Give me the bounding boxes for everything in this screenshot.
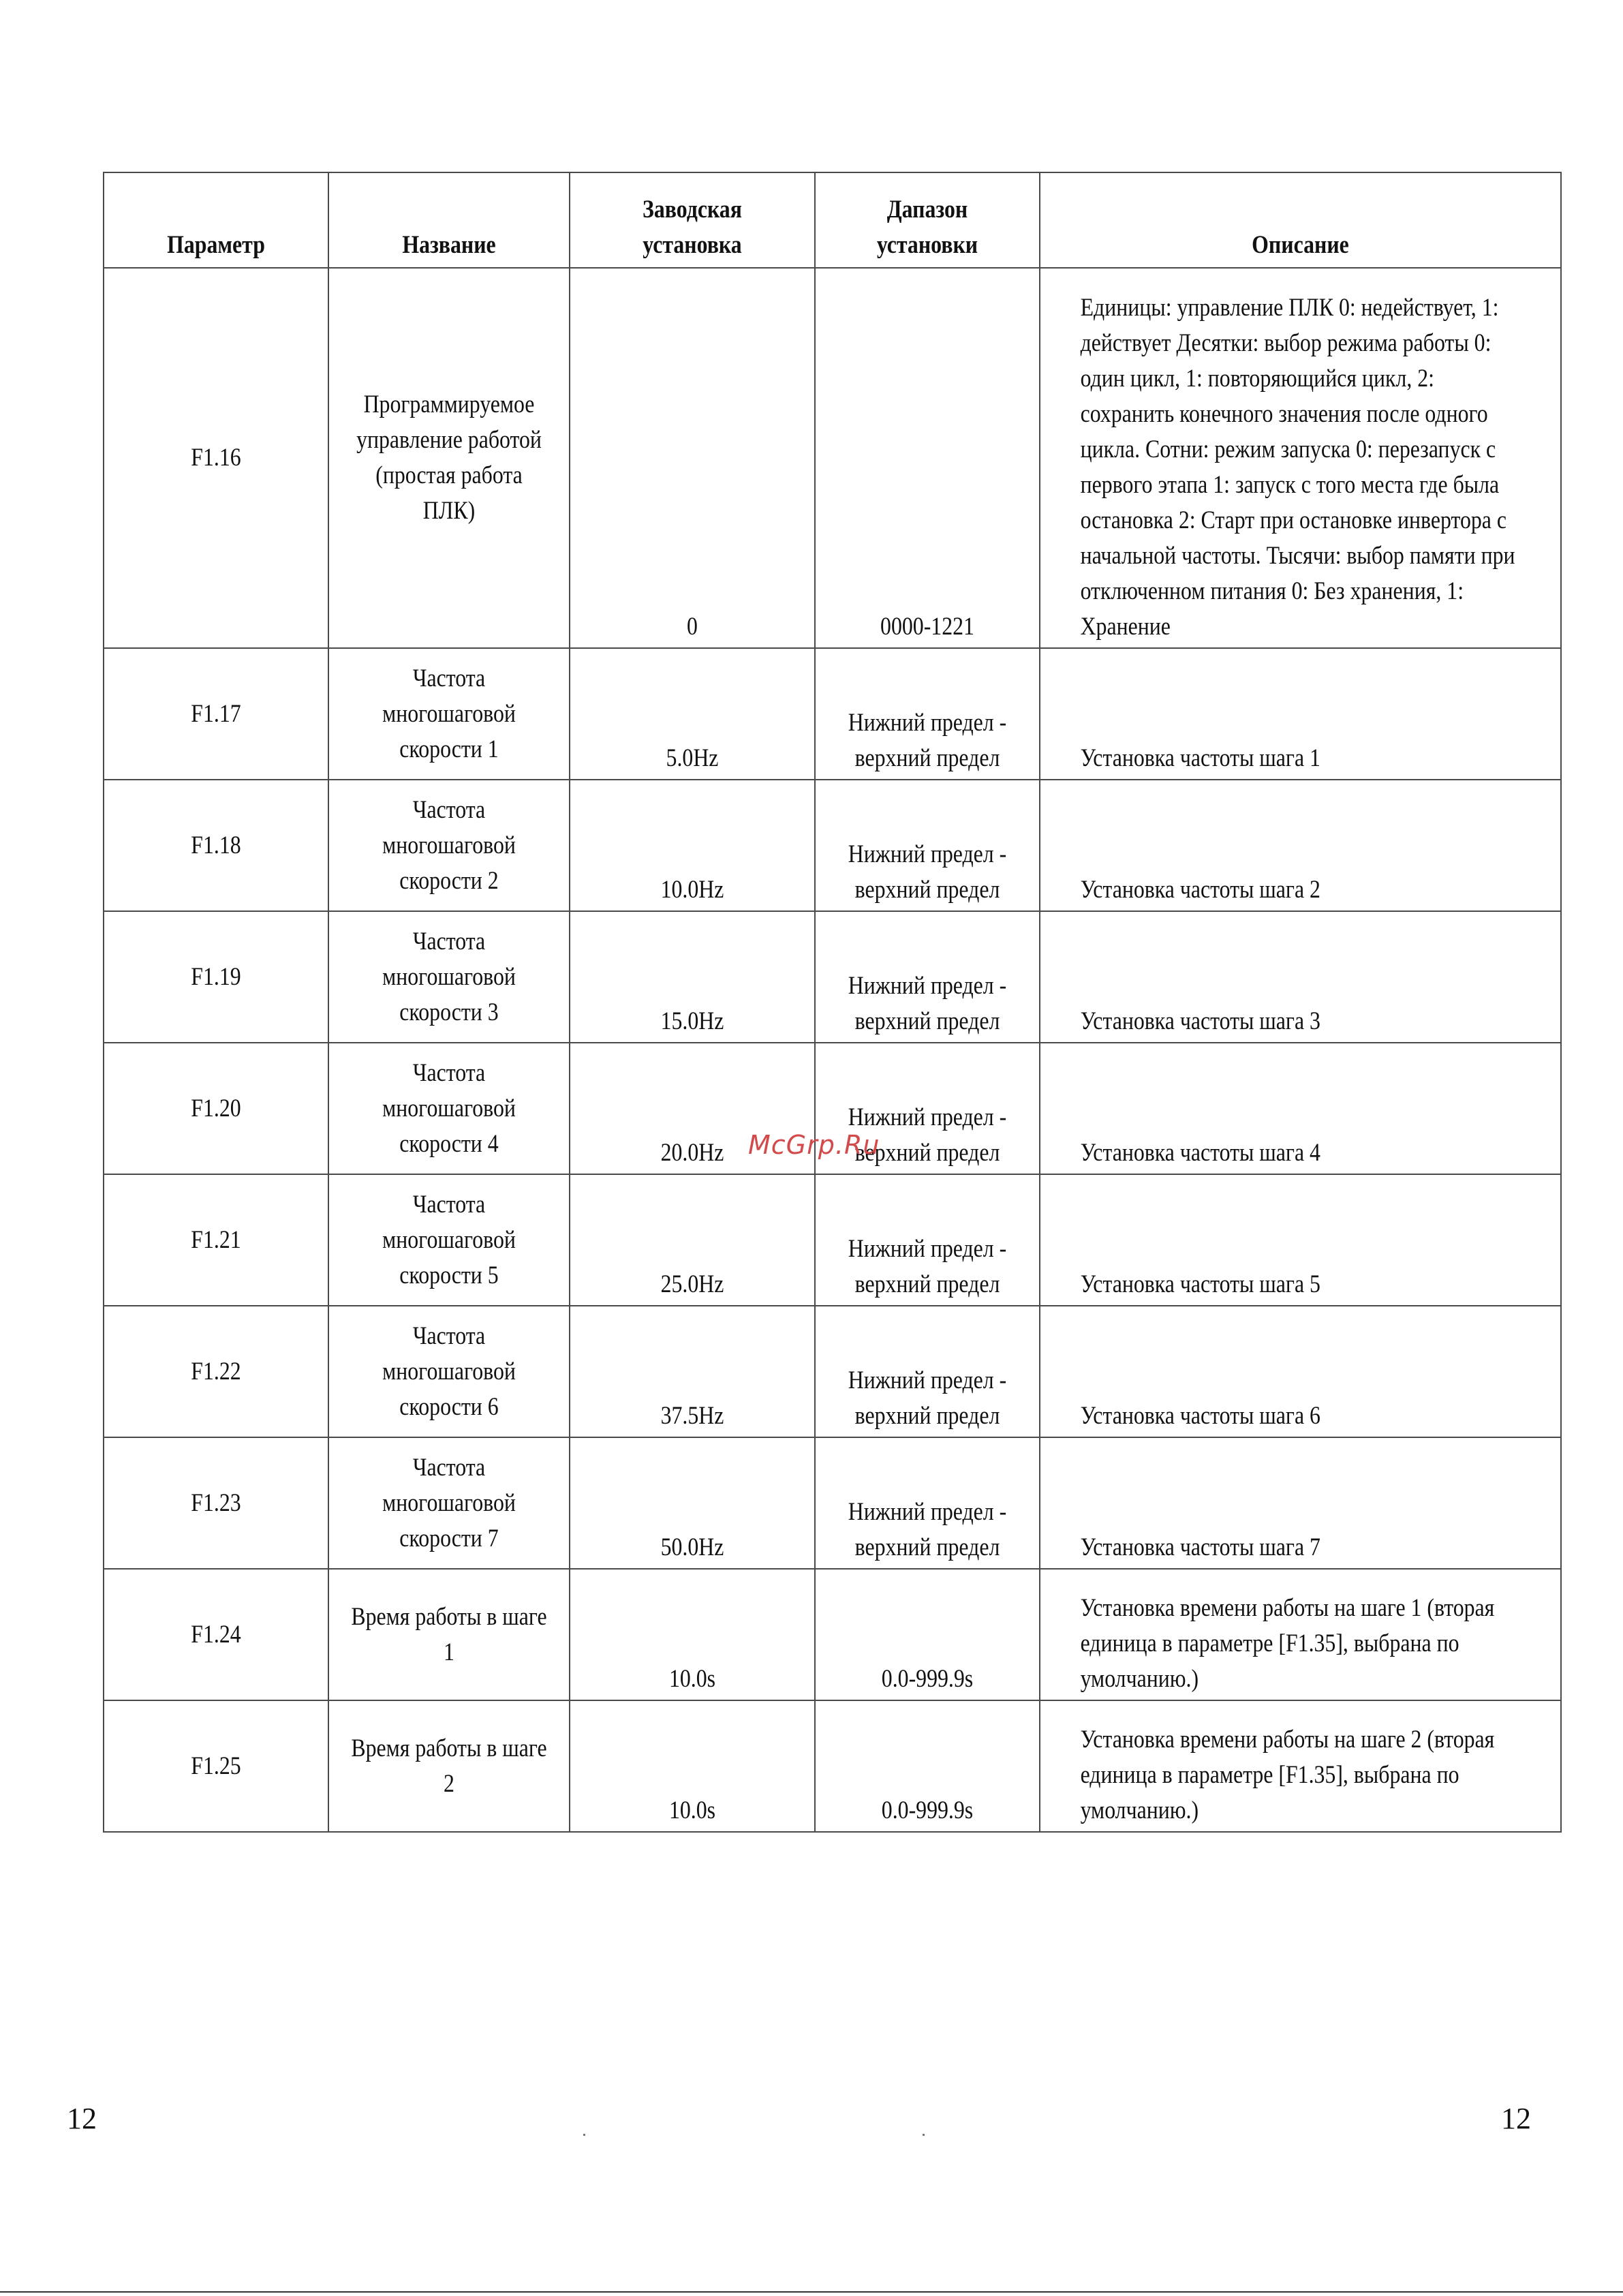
cell-range: Нижний предел - верхний предел [831, 1437, 1024, 1569]
cell-desc: Установка частоты шага 6 [1077, 1306, 1525, 1437]
cell-name: Частота многошаговой скорости 5 [345, 1174, 553, 1306]
cell-default: 50.0Hz [587, 1437, 798, 1569]
cell-desc: Установка частоты шага 7 [1077, 1437, 1525, 1569]
cell-range: Нижний предел - верхний предел [831, 1306, 1024, 1437]
page-number-left: 12 [67, 2102, 97, 2135]
cell-param: F1.19 [119, 911, 313, 1043]
cell-range: 0000-1221 [831, 268, 1024, 648]
cell-name: Программируемое управление работой (простая работа ПЛК) [345, 268, 553, 648]
cell-param: F1.20 [119, 1043, 313, 1174]
table-row [104, 1437, 1561, 1569]
header-range [831, 172, 1024, 268]
cell-default: 37.5Hz [587, 1306, 798, 1437]
table-row [104, 268, 1561, 648]
cell-param: F1.17 [119, 648, 313, 780]
cell-desc: Установка частоты шага 2 [1077, 780, 1525, 911]
scan-dot [923, 2134, 925, 2136]
cell-name: Частота многошаговой скорости 1 [345, 648, 553, 780]
cell-param: F1.18 [119, 780, 313, 911]
cell-range: Нижний предел - верхний предел [831, 911, 1024, 1043]
table-row [104, 780, 1561, 911]
header-range-line2: установки [876, 231, 978, 259]
cell-default: 20.0Hz [587, 1043, 798, 1174]
cell-name: Частота многошаговой скорости 6 [345, 1306, 553, 1437]
cell-range: Нижний предел - верхний предел [831, 780, 1024, 911]
cell-param: F1.24 [119, 1569, 313, 1700]
cell-desc: Установка времени работы на шаге 2 (вторая единица в параметре [F1.35], выбрана по умолчанию.) [1077, 1700, 1525, 1832]
table-row [104, 648, 1561, 780]
table-row [104, 1174, 1561, 1306]
cell-desc: Установка частоты шага 1 [1077, 648, 1525, 780]
cell-desc: Установка частоты шага 4 [1077, 1043, 1525, 1174]
table-row [104, 1569, 1561, 1700]
cell-desc: Установка частоты шага 3 [1077, 911, 1525, 1043]
page-number-right: 12 [1501, 2102, 1531, 2135]
cell-name: Время работы в шаге 1 [345, 1569, 553, 1700]
table-row [104, 911, 1561, 1043]
cell-param: F1.23 [119, 1437, 313, 1569]
cell-param: F1.16 [119, 268, 313, 648]
cell-default: 5.0Hz [587, 648, 798, 780]
cell-param: F1.22 [119, 1306, 313, 1437]
parameter-table [103, 172, 1562, 1833]
header-desc: Описание [1077, 172, 1525, 268]
cell-param: F1.21 [119, 1174, 313, 1306]
cell-default: 0 [587, 268, 798, 648]
cell-range: 0.0-999.9s [831, 1569, 1024, 1700]
cell-range: Нижний предел - верхний предел [831, 1043, 1024, 1174]
cell-default: 10.0Hz [587, 780, 798, 911]
cell-name: Частота многошаговой скорости 7 [345, 1437, 553, 1569]
cell-desc: Установка времени работы на шаге 1 (вторая единица в параметре [F1.35], выбрана по умолчанию.) [1077, 1569, 1525, 1700]
cell-default: 10.0s [587, 1569, 798, 1700]
cell-range: Нижний предел - верхний предел [831, 1174, 1024, 1306]
table-row [104, 1700, 1561, 1832]
cell-param: F1.25 [119, 1700, 313, 1832]
bottom-rule [0, 2291, 1623, 2293]
table-row [104, 1306, 1561, 1437]
cell-range: 0.0-999.9s [831, 1700, 1024, 1832]
watermark: McGrp.Ru [748, 1130, 880, 1160]
cell-desc: Установка частоты шага 5 [1077, 1174, 1525, 1306]
cell-name: Частота многошаговой скорости 3 [345, 911, 553, 1043]
cell-default: 15.0Hz [587, 911, 798, 1043]
cell-name: Частота многошаговой скорости 4 [345, 1043, 553, 1174]
cell-default: 10.0s [587, 1700, 798, 1832]
table-header-row [104, 172, 1561, 268]
cell-name: Частота многошаговой скорости 2 [345, 780, 553, 911]
header-range-line1: Дапазон [886, 196, 968, 224]
scan-dot [583, 2134, 585, 2136]
cell-range: Нижний предел - верхний предел [831, 648, 1024, 780]
cell-name: Время работы в шаге 2 [345, 1700, 553, 1832]
cell-desc: Единицы: управление ПЛК 0: недействует, 1: действует Десятки: выбор режима работы 0: один цикл, 1: повторяющийся цикл, 2: сохранить конечного значения после одного цикла. Сотни: режим запуска 0: перезапуск с первого этапа 1: запуск с того места где была остановка 2: Старт при остановке инвертора с начальной частоты. Тысячи: выбор памяти при отключенном питания 0: Без хранения, 1: Хранение [1077, 268, 1525, 648]
header-name: Название [345, 172, 553, 268]
header-default: Заводская установка [587, 172, 798, 268]
header-param: Параметр [119, 172, 313, 268]
cell-default: 25.0Hz [587, 1174, 798, 1306]
